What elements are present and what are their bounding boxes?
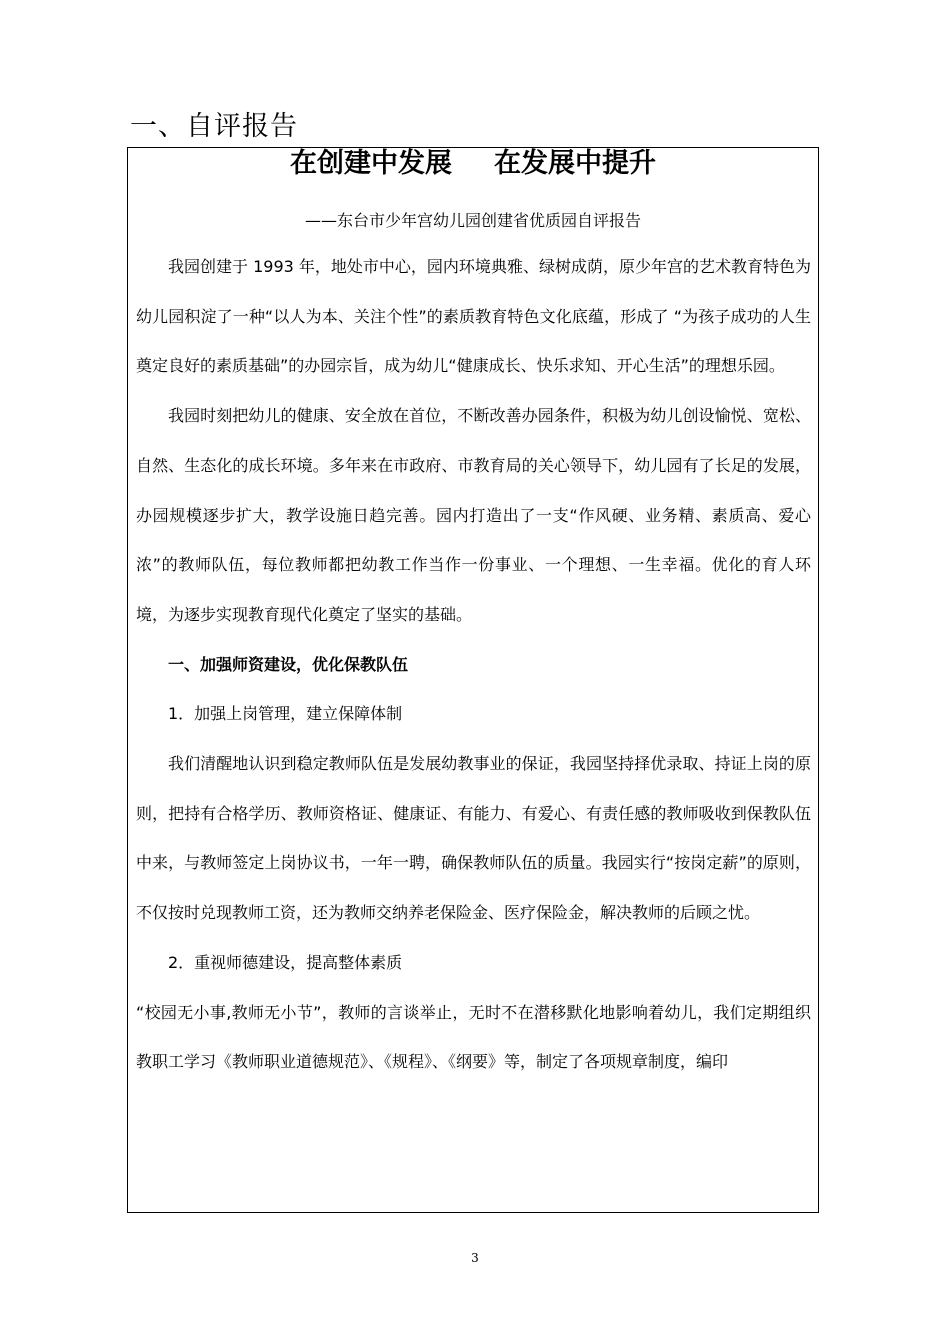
- report-frame: [127, 147, 819, 1213]
- report-title: [128, 141, 818, 180]
- subsection-title-2: 2．重视师德建设，提高整体素质: [168, 952, 403, 972]
- title-part-1: 在创建中发展: [290, 148, 452, 179]
- section-title-teachers: 一、加强师资建设，优化保教队伍: [168, 654, 409, 674]
- title-part-2: 在发展中提升: [494, 148, 656, 179]
- paragraph-intro: 我园创建于 1993 年，地处市中心，园内环境典雅、绿树成荫，原少年宫的艺术教育特色为幼儿园积淀了一种“以人为本、关注个性”的素质教育特色文化底蕴，形成了 “为孩子成功的人生奠定良好的素质基础”的办园宗旨，成为幼儿“健康成长、快乐求知、开心生活”的理想乐园。: [136, 257, 811, 376]
- report-body: [136, 242, 811, 1087]
- section-heading: 一、自评报告: [130, 111, 298, 142]
- page-number: 3: [471, 1251, 479, 1265]
- paragraph-staffing: 我们清醒地认识到稳定教师队伍是发展幼教事业的保证，我园坚持择优录取、持证上岗的原则，把持有合格学历、教师资格证、健康证、有能力、有爱心、有责任感的教师吸收到保教队伍中来，与教师签定上岗协议书，一年一聘，确保教师队伍的质量。我园实行“按岗定薪”的原则，不仅按时兑现教师工资，还为教师交纳养老保险金、医疗保险金，解决教师的后顾之忧。: [136, 754, 811, 923]
- report-subtitle: ——东台市少年宫幼儿园创建省优质园自评报告: [304, 211, 641, 230]
- subsection-title-1: 1．加强上岗管理，建立保障体制: [168, 704, 403, 724]
- paragraph-environment: 我园时刻把幼儿的健康、安全放在首位，不断改善办园条件，积极为幼儿创设愉悦、宽松、自然、生态化的成长环境。多年来在市政府、市教育局的关心领导下，幼儿园有了长足的发展，办园规模逐步扩大，教学设施日趋完善。园内打造出了一支“作风硬、业务精、素质高、爱心浓”的教师队伍，每位教师都把幼教工作当作一份事业、一个理想、一生幸福。优化的育人环境，为逐步实现教育现代化奠定了坚实的基础。: [136, 406, 811, 624]
- paragraph-ethics: “校园无小事,教师无小节”，教师的言谈举止，无时不在潜移默化地影响着幼儿，我们定期组织教职工学习《教师职业道德规范》、《规程》、《纲要》等，制定了各项规章制度，编印: [136, 1002, 811, 1072]
